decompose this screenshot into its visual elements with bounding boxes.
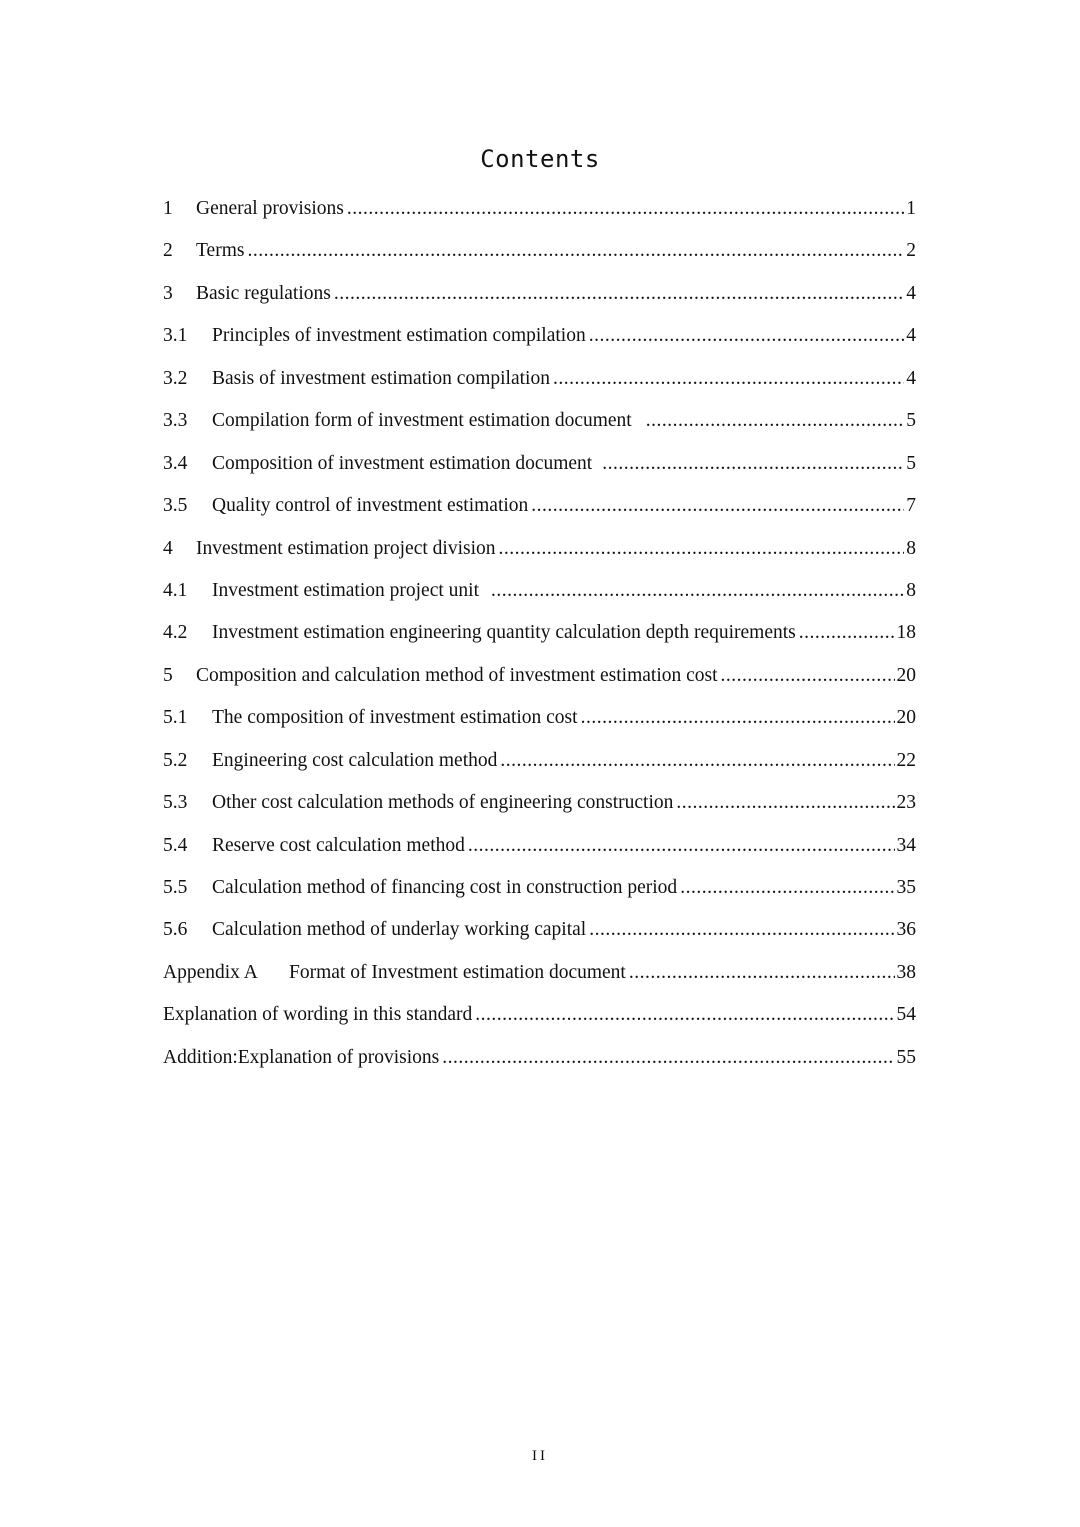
toc-entry-number: 2 — [163, 240, 173, 262]
toc-entry-5-3[interactable] — [163, 784, 916, 826]
dot-leader — [581, 699, 895, 737]
toc-entry-3-2[interactable] — [163, 360, 916, 402]
page-number: II — [532, 1448, 548, 1464]
toc-entry-number: 3.4 — [163, 452, 188, 474]
dot-leader — [721, 657, 895, 695]
dot-leader — [602, 445, 904, 483]
toc-entry-3-5[interactable] — [163, 487, 916, 529]
toc-entry-page: 5 — [906, 452, 916, 474]
toc-entry-label: Explanation of wording in this standard — [163, 1004, 473, 1026]
toc-entry-number: 5.3 — [163, 792, 188, 814]
dot-leader — [468, 827, 895, 865]
toc-entry-number: 4.1 — [163, 579, 188, 601]
toc-entry-number: 5.2 — [163, 749, 188, 771]
toc-entry-5-6[interactable] — [163, 911, 916, 953]
toc-entry-label: Compilation form of investment estimation document — [212, 410, 632, 432]
toc-entry-number: 3.3 — [163, 410, 188, 432]
dot-leader — [676, 784, 894, 822]
toc-entry-1[interactable] — [163, 190, 916, 232]
toc-entry-4[interactable] — [163, 530, 916, 572]
toc-entry-label: General provisions — [196, 198, 344, 219]
toc-entry-label: Principles of investment estimation compilation — [212, 325, 586, 347]
toc-entry-5-4[interactable] — [163, 827, 916, 869]
toc-entry-3-1[interactable] — [163, 317, 916, 359]
toc-entry-page: 4 — [906, 282, 916, 304]
toc-entry-label: Calculation method of underlay working capital — [212, 919, 587, 941]
toc-entry-page: 20 — [896, 664, 916, 686]
toc-entry-4-2[interactable] — [163, 614, 916, 656]
dot-leader — [799, 614, 895, 652]
toc-entry-5-5[interactable] — [163, 869, 916, 911]
toc-entry-label: Basis of investment estimation compilation — [212, 367, 550, 389]
toc-entry-number: 3 — [163, 282, 173, 304]
toc-entry-label: Investment estimation project unit — [212, 579, 479, 601]
dot-leader — [553, 360, 904, 398]
toc-entry-page: 36 — [896, 919, 916, 941]
dot-leader — [531, 487, 904, 525]
toc-entry-appendix-a[interactable] — [163, 954, 916, 996]
table-of-contents — [163, 190, 916, 1081]
toc-entry-label: Format of Investment estimation document — [289, 961, 626, 983]
dot-leader — [499, 530, 905, 568]
toc-entry-number: 4.2 — [163, 622, 188, 644]
toc-entry-number: 1 — [163, 198, 173, 219]
dot-leader — [680, 869, 894, 907]
toc-entry-2[interactable] — [163, 232, 916, 274]
dot-leader — [589, 911, 894, 949]
toc-entry-label: The composition of investment estimation cost — [212, 707, 578, 729]
dot-leader — [500, 742, 894, 780]
toc-entry-page: 34 — [896, 834, 916, 856]
toc-entry-page: 23 — [896, 792, 916, 814]
dot-leader — [629, 954, 895, 992]
toc-entry-number: 5.4 — [163, 834, 188, 856]
toc-entry-page: 7 — [906, 495, 916, 517]
toc-entry-addition[interactable] — [163, 1039, 916, 1081]
toc-entry-label: Composition of investment estimation document — [212, 452, 593, 474]
toc-entry-page: 8 — [906, 537, 916, 559]
toc-entry-page: 22 — [896, 749, 916, 771]
dot-leader — [347, 190, 904, 228]
toc-entry-3-4[interactable] — [163, 445, 916, 487]
toc-entry-5-2[interactable] — [163, 742, 916, 784]
toc-entry-label: Engineering cost calculation method — [212, 749, 498, 771]
toc-entry-page: 18 — [896, 622, 916, 644]
dot-leader — [646, 402, 905, 440]
dot-leader — [589, 317, 905, 355]
toc-entry-page: 4 — [906, 367, 916, 389]
dot-leader — [491, 572, 904, 610]
toc-entry-5[interactable] — [163, 657, 916, 699]
toc-entry-3-3[interactable] — [163, 402, 916, 444]
toc-entry-number: Appendix A — [163, 961, 258, 983]
toc-entry-page: 55 — [896, 1046, 916, 1068]
toc-entry-number: 3.2 — [163, 367, 188, 389]
toc-entry-page: 1 — [906, 198, 916, 219]
dot-leader — [442, 1039, 894, 1077]
toc-entry-wording[interactable] — [163, 996, 916, 1038]
toc-entry-label: Basic regulations — [196, 282, 331, 304]
toc-entry-label: Addition:Explanation of provisions — [163, 1046, 440, 1068]
dot-leader — [475, 996, 894, 1034]
toc-entry-label: Terms — [196, 240, 245, 262]
toc-entry-page: 5 — [906, 410, 916, 432]
toc-entry-label: Quality control of investment estimation — [212, 495, 529, 517]
toc-entry-4-1[interactable] — [163, 572, 916, 614]
toc-entry-page: 8 — [906, 579, 916, 601]
toc-entry-page: 4 — [906, 325, 916, 347]
toc-entry-page: 38 — [896, 961, 916, 983]
toc-entry-label: Calculation method of financing cost in construction period — [212, 877, 678, 898]
toc-entry-label: Reserve cost calculation method — [212, 834, 465, 856]
dot-leader — [247, 232, 904, 270]
toc-entry-number: 4 — [163, 537, 173, 559]
toc-entry-label: Investment estimation engineering quantity calculation depth requirements — [212, 622, 796, 644]
toc-entry-page: 35 — [896, 877, 916, 898]
toc-entry-number: 3.5 — [163, 495, 188, 517]
toc-entry-label: Investment estimation project division — [196, 537, 496, 559]
toc-entry-page: 54 — [896, 1004, 916, 1026]
toc-entry-number: 5 — [163, 664, 173, 686]
toc-entry-number: 5.5 — [163, 877, 188, 898]
toc-entry-number: 5.1 — [163, 707, 188, 729]
page-title: Contents — [480, 145, 600, 173]
toc-entry-3[interactable] — [163, 275, 916, 317]
toc-entry-number: 3.1 — [163, 325, 188, 347]
toc-entry-page: 2 — [906, 240, 916, 262]
toc-entry-page: 20 — [896, 707, 916, 729]
toc-entry-5-1[interactable] — [163, 699, 916, 741]
toc-entry-label: Composition and calculation method of investment estimation cost — [196, 664, 718, 686]
toc-entry-label: Other cost calculation methods of engineering construction — [212, 792, 674, 814]
toc-entry-number: 5.6 — [163, 919, 188, 941]
dot-leader — [334, 275, 904, 313]
